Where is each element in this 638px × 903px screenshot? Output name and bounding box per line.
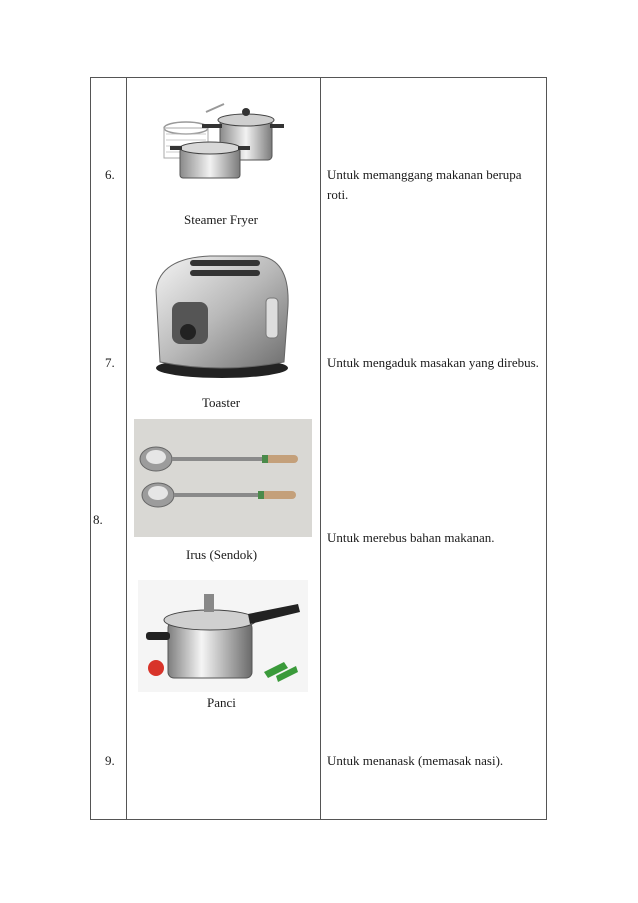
row-number: 6. — [105, 167, 115, 182]
toaster-image — [150, 250, 292, 382]
ladle-image — [134, 419, 312, 537]
item-description: Untuk mengaduk masakan yang direbus. — [327, 355, 539, 370]
column-divider-2 — [320, 77, 321, 820]
item-name: Irus (Sendok) — [186, 547, 258, 562]
item-name: Panci — [207, 695, 236, 710]
item-name: Toaster — [202, 395, 241, 410]
steamer-fryer-image — [158, 100, 288, 184]
item-description: Untuk menanask (memasak nasi). — [327, 753, 504, 768]
item-name: Steamer Fryer — [184, 212, 259, 227]
row-number: 9. — [105, 753, 115, 768]
column-divider-1 — [126, 77, 127, 820]
item-description: Untuk memanggang makanan berupa roti. — [327, 167, 522, 202]
row-number: 8. — [93, 512, 103, 527]
pressure-cooker-image — [138, 580, 308, 692]
item-description: Untuk merebus bahan makanan. — [327, 530, 495, 545]
row-number: 7. — [105, 355, 115, 370]
